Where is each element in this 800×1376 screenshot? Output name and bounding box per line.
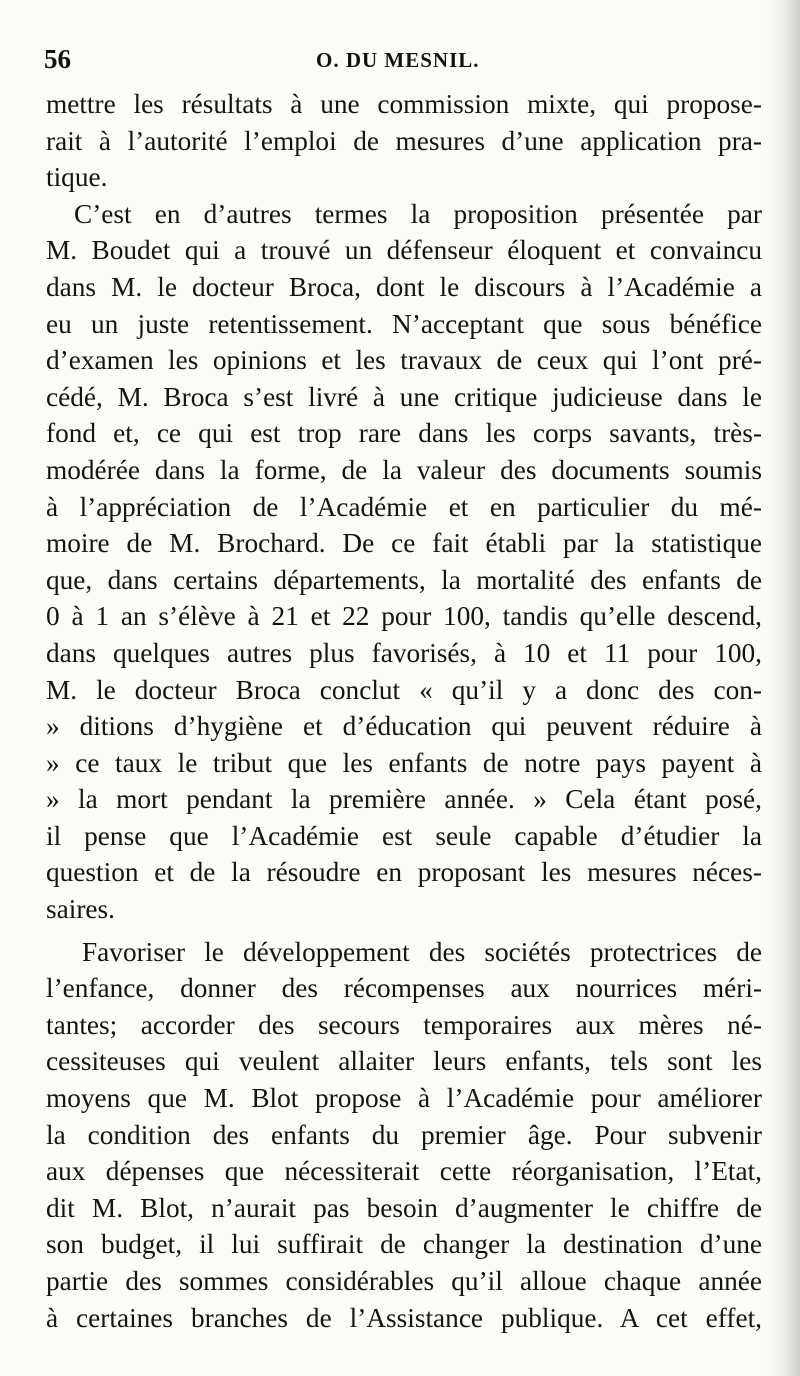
- text-line: tantes; accorder des secours temporaires aux mères né-: [46, 1009, 762, 1040]
- paragraph-1: [46, 86, 762, 196]
- text-line: d’examen les opinions et les travaux de ceux qui l’ont pré-: [46, 345, 762, 376]
- text-line: il pense que l’Académie est seule capable d’étudier la: [46, 820, 762, 851]
- text-line: saires.: [46, 894, 115, 925]
- running-head: O. DU MESNIL.: [316, 48, 480, 72]
- text-line: M. Boudet qui a trouvé un défenseur éloquent et convaincu: [46, 235, 762, 266]
- text-line: Favoriser le développement des sociétés protectrices de: [82, 936, 762, 967]
- text-line: cédé, M. Broca s’est livré à une critique judicieuse dans le: [46, 381, 762, 412]
- text-line: tique.: [46, 162, 108, 193]
- page-number: 56: [44, 44, 71, 74]
- text-line: son budget, il lui suffirait de changer la destination d’une: [46, 1229, 762, 1260]
- paragraph-2: [46, 196, 762, 928]
- text-line: dit M. Blot, n’aurait pas besoin d’augmenter le chiffre de: [46, 1192, 762, 1223]
- text-line: à l’appréciation de l’Académie et en particulier du mé-: [46, 491, 762, 522]
- text-line: moyens que M. Blot propose à l’Académie pour améliorer: [46, 1083, 762, 1114]
- text-line: que, dans certains départements, la mortalité des enfants de: [46, 564, 762, 595]
- text-line: » ce taux le tribut que les enfants de notre pays payent à: [46, 747, 762, 778]
- text-line: » ditions d’hygiène et d’éducation qui peuvent réduire à: [46, 711, 762, 742]
- text-line: eu un juste retentissement. N’acceptant que sous bénéfice: [46, 308, 762, 339]
- text-line: » la mort pendant la première année. » Cela étant posé,: [46, 784, 762, 815]
- text-line: cessiteuses qui veulent allaiter leurs enfants, tels sont les: [46, 1046, 762, 1077]
- page-header: [40, 44, 770, 80]
- text-line: mettre les résultats à une commission mixte, qui propose-: [46, 89, 762, 119]
- text-line: la condition des enfants du premier âge. Pour subvenir: [46, 1119, 762, 1150]
- text-line: aux dépenses que nécessiterait cette réorganisation, l’Etat,: [46, 1156, 762, 1187]
- text-line: partie des sommes considérables qu’il alloue chaque année: [46, 1266, 762, 1296]
- page-edge-shadow: [766, 0, 800, 1376]
- paragraph-3: [46, 934, 762, 1337]
- text-line: l’enfance, donner des récompenses aux nourrices méri-: [46, 973, 762, 1004]
- text-line: dans M. le docteur Broca, dont le discours à l’Académie a: [46, 271, 762, 302]
- body-text: [46, 86, 762, 1336]
- text-line: à certaines branches de l’Assistance publique. A cet effet,: [46, 1302, 762, 1333]
- text-line: fond et, ce qui est trop rare dans les corps savants, très-: [46, 418, 762, 449]
- text-line: dans quelques autres plus favorisés, à 10 et 11 pour 100,: [46, 637, 762, 668]
- text-line: modérée dans la forme, de la valeur des documents soumis: [46, 454, 762, 485]
- text-line: rait à l’autorité l’emploi de mesures d’une application pra-: [46, 125, 762, 156]
- text-line: moire de M. Brochard. De ce fait établi par la statistique: [46, 528, 762, 559]
- text-line: question et de la résoudre en proposant les mesures néces-: [46, 857, 762, 888]
- text-line: C’est en d’autres termes la proposition présentée par: [74, 198, 762, 229]
- text-line: 0 à 1 an s’élève à 21 et 22 pour 100, tandis qu’elle descend,: [46, 601, 762, 632]
- text-line: M. le docteur Broca conclut « qu’il y a donc des con-: [46, 674, 762, 705]
